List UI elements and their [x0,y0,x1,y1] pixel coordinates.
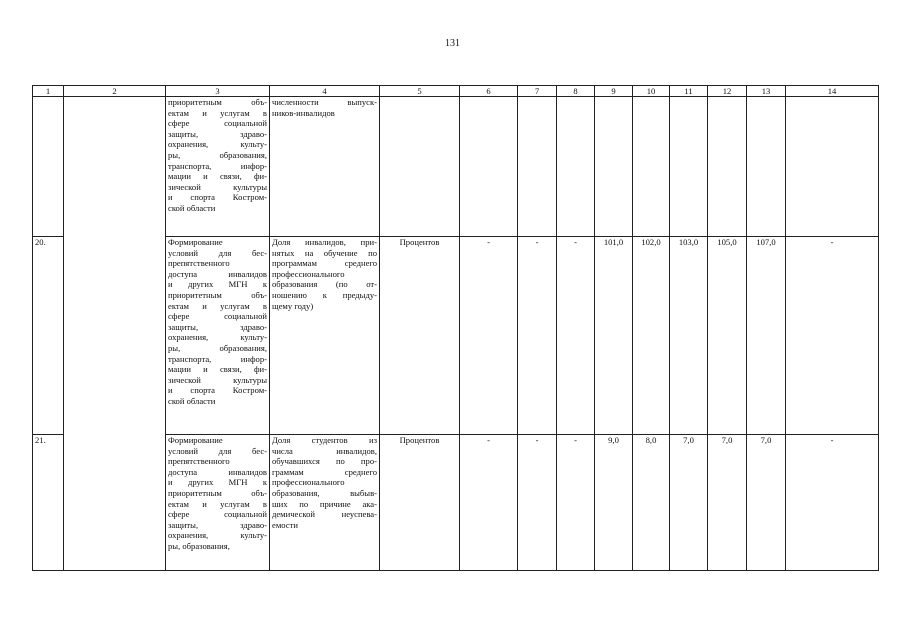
text-line: зической культуры [168,181,267,192]
text-line: и других МГН к [168,279,267,290]
program-cell [64,237,166,435]
text-line: препятственного [168,258,230,269]
page-number: 131 [445,38,460,49]
text-line: щему году) [272,300,314,311]
text-line: ектам и услугам в [168,498,267,509]
value-cell-c13: 107,0 [747,237,786,435]
unit-cell: Процентов [380,237,460,435]
text-line: граммам среднего [272,466,377,477]
text-line: охранения, культу- [168,139,267,150]
text-line: образования, выбыв- [272,487,377,498]
indicator-description [270,435,380,571]
value-cell-c12 [708,97,747,237]
note-cell [786,97,879,237]
indicator-description [270,97,380,237]
value-cell-c12: 7,0 [708,435,747,571]
value-cell-c8 [557,97,595,237]
text-line: ших по причине ака- [272,498,377,509]
text-line: ношению к предыду- [272,289,377,300]
unit-cell [380,97,460,237]
value-cell-c12: 105,0 [708,237,747,435]
text-line: ектам и услугам в [168,107,267,118]
value-cell-c9: 9,0 [595,435,633,571]
column-number-11: 11 [670,86,708,97]
text-line: и спорта Костром- [168,385,267,396]
value-cell-c7: - [518,435,557,571]
text-line: защиты, здраво- [168,321,267,332]
text-line: условий для бес- [168,445,267,456]
text-line: ской области [168,395,216,406]
column-number-14: 14 [786,86,879,97]
text-line: и других МГН к [168,477,267,488]
value-cell-c11: 103,0 [670,237,708,435]
column-number-1: 1 [33,86,64,97]
text-line: охранения, культу- [168,530,267,541]
text-line: приоритетным объ- [168,97,267,107]
column-number-6: 6 [460,86,518,97]
text-line: сфере социальной [168,118,267,129]
text-line: Доля студентов из [272,435,377,445]
program-cell [64,97,166,237]
column-number-2: 2 [64,86,166,97]
text-line: сфере социальной [168,311,267,322]
table-row [33,237,879,435]
column-number-8: 8 [557,86,595,97]
value-cell-c7: - [518,237,557,435]
column-number-4: 4 [270,86,380,97]
value-cell-c8: - [557,237,595,435]
event-description [166,237,270,435]
value-cell-c10: 102,0 [633,237,670,435]
value-cell-c10 [633,97,670,237]
value-cell-c10: 8,0 [633,435,670,571]
value-cell-c13 [747,97,786,237]
row-number: 21. [33,435,64,571]
text-line: транспорта, инфор- [168,160,267,171]
note-cell: - [786,237,879,435]
text-line: защиты, здраво- [168,519,267,530]
event-description [166,435,270,571]
text-line: и спорта Костром- [168,192,267,203]
text-line: Формирование [168,237,223,247]
text-line: нятых на обучение по [272,247,377,258]
text-line: приоритетным объ- [168,289,267,300]
text-line: доступа инвалидов [168,466,267,477]
text-line: препятственного [168,456,230,467]
value-cell-c9: 101,0 [595,237,633,435]
column-number-10: 10 [633,86,670,97]
value-cell-c9 [595,97,633,237]
value-cell-c13: 7,0 [747,435,786,571]
unit-cell: Процентов [380,435,460,571]
value-cell-c6: - [460,435,518,571]
text-line: сфере социальной [168,509,267,520]
text-line: транспорта, инфор- [168,353,267,364]
indicator-table [32,85,879,571]
text-line: ры, образования, [168,149,267,160]
text-line: условий для бес- [168,247,267,258]
column-number-5: 5 [380,86,460,97]
value-cell-c7 [518,97,557,237]
indicator-description [270,237,380,435]
text-line: зической культуры [168,374,267,385]
text-line: профессионального [272,268,345,279]
text-line: ры, образования, [168,342,267,353]
text-line: числа инвалидов, [272,445,377,456]
value-cell-c8: - [557,435,595,571]
column-number-7: 7 [518,86,557,97]
text-line: образования (по от- [272,279,377,290]
row-number: 20. [33,237,64,435]
text-line: мации и связи, фи- [168,171,267,182]
table-row [33,435,879,571]
value-cell-c11: 7,0 [670,435,708,571]
text-line: Доля инвалидов, при- [272,237,377,247]
program-cell [64,435,166,571]
value-cell-c11 [670,97,708,237]
table-row [33,97,879,237]
text-line: ников-инвалидов [272,107,335,118]
text-line: приоритетным объ- [168,487,267,498]
text-line: ектам и услугам в [168,300,267,311]
column-number-3: 3 [166,86,270,97]
note-cell: - [786,435,879,571]
text-line: мации и связи, фи- [168,364,267,375]
event-description [166,97,270,237]
text-line: Формирование [168,435,223,445]
row-number [33,97,64,237]
text-line: защиты, здраво- [168,128,267,139]
value-cell-c6 [460,97,518,237]
value-cell-c6: - [460,237,518,435]
column-number-13: 13 [747,86,786,97]
column-numbers-row [33,86,879,97]
text-line: емости [272,519,298,530]
text-line: профессионального [272,477,345,488]
text-line: численности выпуск- [272,97,377,107]
text-line: программам среднего [272,258,377,269]
text-line: ской области [168,202,216,213]
text-line: демической неуспева- [272,509,377,520]
text-line: обучавшихся по про- [272,456,377,467]
column-number-12: 12 [708,86,747,97]
text-line: доступа инвалидов [168,268,267,279]
text-line: ры, образования, [168,540,230,551]
text-line: охранения, культу- [168,332,267,343]
column-number-9: 9 [595,86,633,97]
